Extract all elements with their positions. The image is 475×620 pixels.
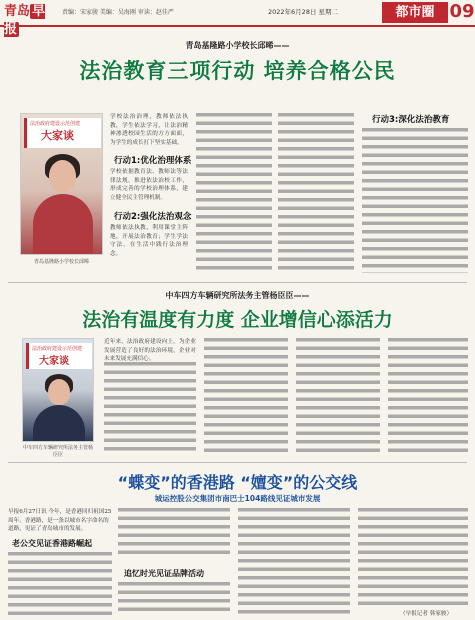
article3-col3-text [238, 508, 350, 616]
logo-text-left: 青岛 [4, 4, 31, 19]
article3-col2-text [118, 508, 230, 558]
article1-col1-body: 学校依据教育法、教师法等法律法规，推进依法治校工作，形成完善的学校治理体系，建立健全民主管理机制。 [110, 169, 188, 201]
article2-kicker: 中车四方车辆研究所法务主管杨臣臣—— [165, 291, 310, 300]
article1-col4-text [362, 128, 468, 273]
article2-col3-text [296, 338, 380, 454]
banner-series-title: 大家谈 [41, 129, 74, 142]
portrait-body [33, 194, 93, 255]
banner-series-title: 大家谈 [39, 356, 69, 367]
article3-col4-text [358, 508, 468, 608]
section-name: 都市圈 [382, 2, 448, 23]
article2-col4-text [388, 338, 468, 454]
photo-banner [24, 118, 101, 148]
article2-col1-intro: 近年来，法治政府建设向上，为企业发展营造了良好的法治环境，企业对未来发展充满信心。 [104, 339, 196, 362]
article2-photo-caption: 中车四方车辆研究所法务主管杨臣臣 [22, 445, 93, 458]
dateline: 2022年6月28日 星期二 [268, 8, 339, 16]
article1-col1-intro: 学校法治治理，教师依法执教，学生依法学习，让法治精神渗透校园生活的方方面面，为学生的成长打下坚实基础。 [110, 114, 188, 146]
article1-photo-caption: 青岛基隆路小学校长邱晞 [33, 259, 89, 265]
article3-headline: “蝶变”的香港路 “嬗变”的公交线 [117, 473, 358, 492]
article1-headline: 法治教育三项行动 培养合格公民 [79, 59, 396, 83]
article1-kicker: 青岛基隆路小学校长邱晞—— [185, 41, 290, 50]
article2-col1-text [104, 362, 196, 454]
article3-col1-text [8, 552, 112, 616]
divider-1 [8, 282, 467, 283]
article3-subhead-1: 老公交见证香港路崛起 [12, 539, 92, 548]
article3-byline: （早报记者 韩家骏） [400, 611, 453, 617]
portrait-face [48, 379, 70, 405]
portrait-body [33, 405, 85, 442]
masthead [0, 0, 475, 37]
editor-credits: 责编：宋家骏 美编：吴海刚 审读：赵佳严 [62, 9, 174, 16]
banner-series-name: 法治政府建设示范创建 [32, 346, 83, 352]
article1-subhead-1: 行动1:优化治理体系 [114, 156, 192, 166]
page-number: 09 [449, 1, 475, 22]
banner-series-name: 法治政府建设示范创建 [30, 121, 81, 127]
article2-headline: 法治有温度有力度 企业增信心添活力 [82, 309, 393, 331]
article1-col1-bottom: 教师依法执教，利用课堂主阵地，开展法治教育；学生学法守法，在生活中践行法治理念。 [110, 225, 188, 257]
article1-col3-text [278, 113, 354, 273]
newspaper-logo [4, 3, 54, 37]
article2-portrait-photo [22, 338, 94, 442]
article1-portrait-photo [20, 113, 103, 255]
photo-banner [26, 343, 92, 369]
article1-col2-text [196, 113, 272, 273]
divider-2 [8, 462, 467, 463]
article3-subheadline: 城运控股公交集团市南巴士104路线见证城市发展 [154, 494, 321, 503]
article1-subhead-2: 行动2:强化法治观念 [114, 212, 192, 222]
article1-subhead-3: 行动3:深化法治教育 [372, 115, 450, 125]
portrait-face [49, 160, 76, 192]
article2-col2-text [204, 338, 288, 454]
logo-text-right: 早报 [4, 4, 46, 37]
article3-col2-bottom-text [118, 582, 230, 616]
article3-subhead-2: 追忆时光见证品牌活动 [124, 569, 204, 578]
article3-lead: 早报6月27日讯 今年，是香港回归祖国25周年。香港路，是一条以城市名字命名的道路，见证了青岛城市的发展。 [8, 509, 112, 532]
